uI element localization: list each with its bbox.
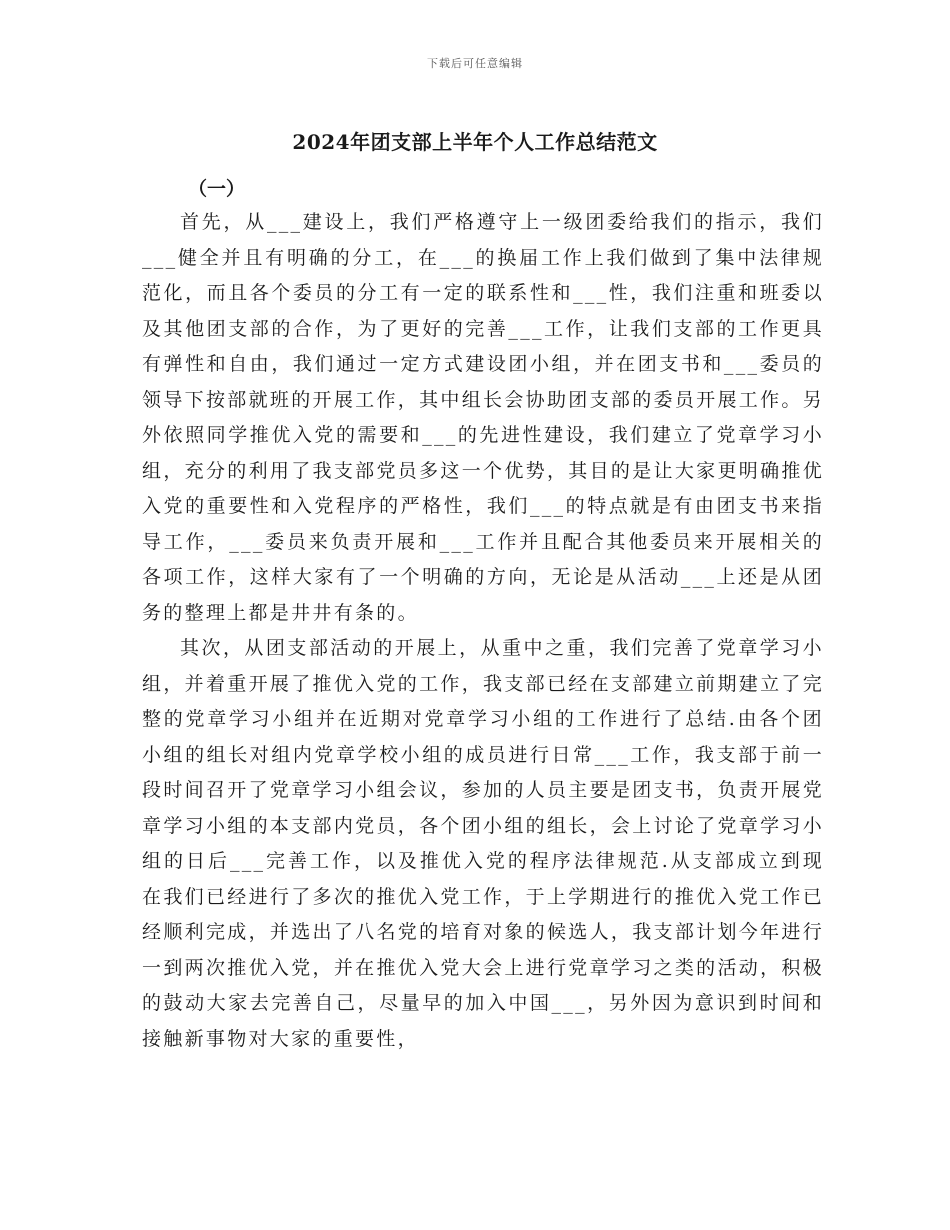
paragraph-2: 其次，从团支部活动的开展上，从重中之重，我们完善了党章学习小组，并着重开展了推优入党的工作，我支部已经在支部建立前期建立了完整的党章学习小组并在近期对党章学习小组的工作进行了总结.由各个团小组的组长对组内党章学校小组的成员进行日常___工作，我支部于前一段时间召开了党章学习小组会议，参加的人员主要是团支书，负责开展党章学习小组的本支部内党员，各个团小组的组长，会上讨论了党章学习小组的日后___完善工作，以及推优入党的程序法律规范.从支部成立到现在我们已经进行了多次的推优入党工作，于上学期进行的推优入党工作已经顺利完成，并选出了八名党的培育对象的候选人，我支部计划今年进行一到两次推优入党，并在推优入党大会上进行党章学习之类的活动，积极的鼓动大家去完善自己，尽量早的加入中国___，另外因为意识到时间和接触新事物对大家的重要性，: [142, 637, 824, 1050]
document-title: 2024年团支部上半年个人工作总结范文: [292, 130, 658, 154]
document-body: [142, 205, 824, 1057]
header-note: 下载后可任意编辑: [427, 57, 523, 70]
paragraph-1: 首先，从___建设上，我们严格遵守上一级团委给我们的指示，我们___健全并且有明确的分工，在___的换届工作上我们做到了集中法律规范化，而且各个委员的分工有一定的联系性和___性，我们注重和班委以及其他团支部的合作，为了更好的完善___工作，让我们支部的工作更具有弹性和自由，我们通过一定方式建设团小组，并在团支书和___委员的领导下按部就班的开展工作，其中组长会协助团支部的委员开展工作。另外依照同学推优入党的需要和___的先进性建设，我们建立了党章学习小组，充分的利用了我支部党员多这一个优势，其目的是让大家更明确推优入党的重要性和入党程序的严格性，我们___的特点就是有由团支书来指导工作，___委员来负责开展和___工作并且配合其他委员来开展相关的各项工作，这样大家有了一个明确的方向，无论是从活动___上还是从团务的整理上都是井井有条的。: [142, 211, 824, 624]
section-label: （一）: [188, 178, 246, 200]
